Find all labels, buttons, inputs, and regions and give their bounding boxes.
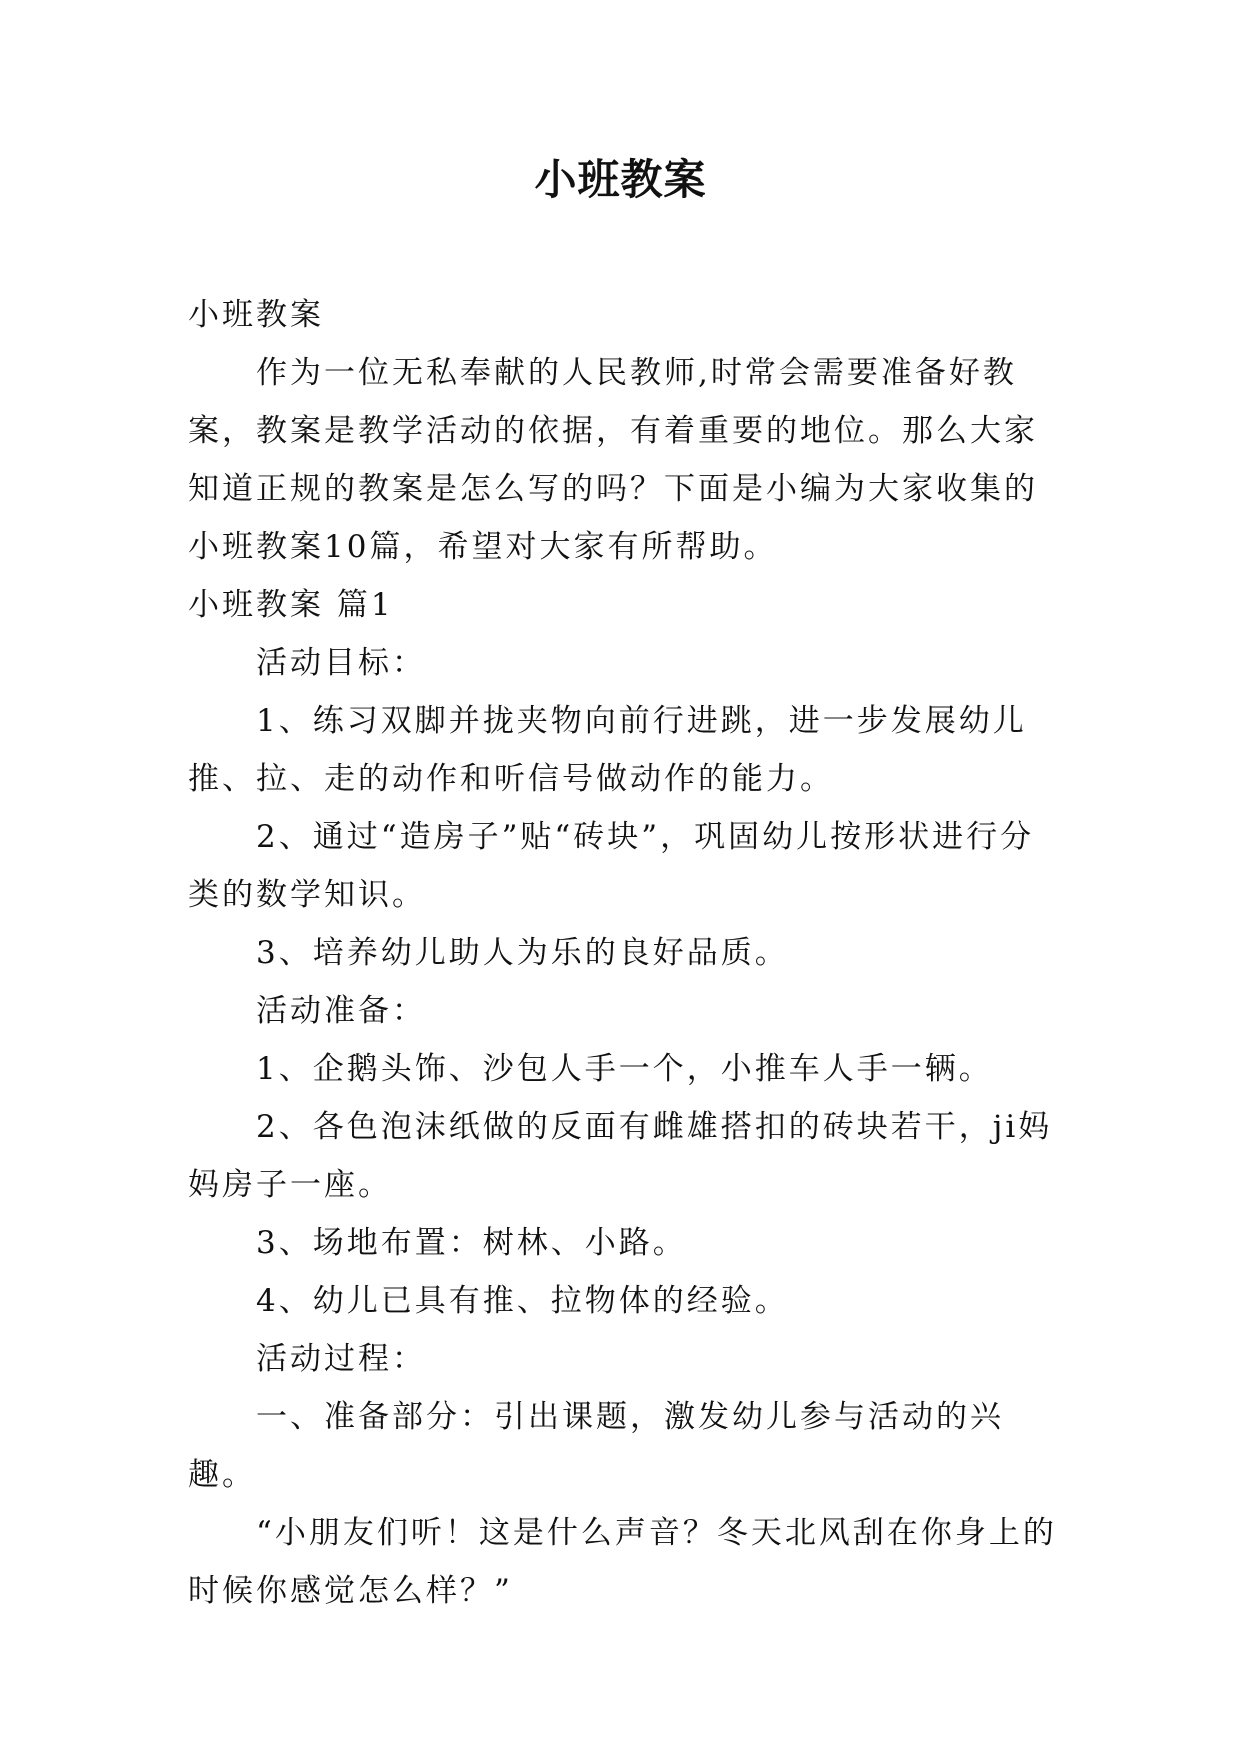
document-body <box>188 286 1058 1620</box>
process-heading: 活动过程： <box>256 1341 426 1377</box>
subtitle-paragraph: 小班教案 <box>188 297 324 333</box>
dialogue-paragraph: “小朋友们听！这是什么声音？冬天北风刮在你身上的时候你感觉怎么样？” <box>188 1515 1057 1609</box>
section-heading: 小班教案 篇1 <box>188 587 394 623</box>
preparation-item: 1、企鹅头饰、沙包人手一个，小推车人手一辆。 <box>256 1051 993 1087</box>
preparation-heading: 活动准备： <box>256 993 426 1029</box>
preparation-item: 2、各色泡沫纸做的反面有雌雄搭扣的砖块若干，ji妈妈房子一座。 <box>188 1109 1053 1203</box>
document-title: 小班教案 <box>534 155 707 204</box>
process-step: 一、准备部分：引出课题，激发幼儿参与活动的兴趣。 <box>188 1399 1004 1493</box>
intro-paragraph: 作为一位无私奉献的人民教师,时常会需要准备好教案，教案是教学活动的依据，有着重要的地位。那么大家知道正规的教案是怎么写的吗？下面是小编为大家收集的小班教案10篇，希望对大家有所帮助。 <box>188 355 1038 565</box>
goals-heading: 活动目标： <box>256 645 426 681</box>
preparation-item: 4、幼儿已具有推、拉物体的经验。 <box>256 1283 789 1319</box>
goal-item: 1、练习双脚并拢夹物向前行进跳，进一步发展幼儿推、拉、走的动作和听信号做动作的能力。 <box>188 703 1027 797</box>
goal-item: 2、通过“造房子”贴“砖块”，巩固幼儿按形状进行分类的数学知识。 <box>188 819 1035 913</box>
preparation-item: 3、场地布置：树林、小路。 <box>256 1225 687 1261</box>
goal-item: 3、培养幼儿助人为乐的良好品质。 <box>256 935 789 971</box>
